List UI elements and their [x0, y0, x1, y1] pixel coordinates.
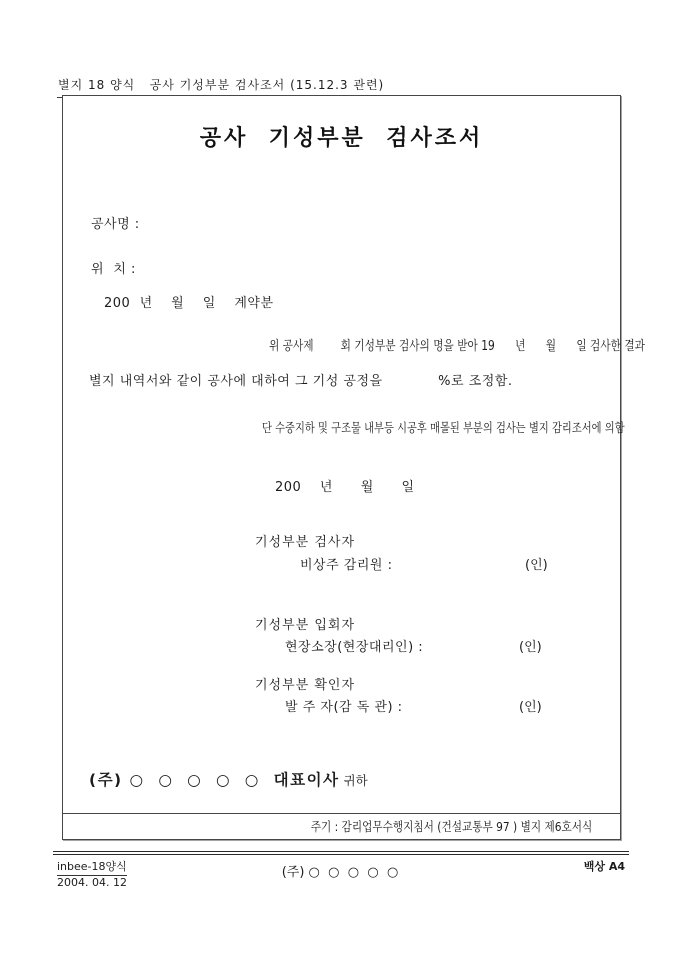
signature-role-witness: 기성부분 입회자 [255, 618, 356, 633]
seal-placeholder-witness: (인) [519, 640, 542, 655]
footnote-strip [63, 813, 620, 839]
line-buried-note-text: 단 수중지하 및 구조물 내부등 시공후 매몰된 부분의 검사는 별지 감리조서에 의함 [262, 420, 625, 435]
signature-signer-confirmer: 발 주 자(감 독 관) : [285, 700, 403, 715]
footer-form-id: inbee-18양식 [57, 858, 127, 876]
field-contract-date: 200 년 월 일 계약분 [104, 296, 274, 311]
addressee-honorific: 귀하 [343, 773, 368, 788]
line-inspection-result [269, 335, 680, 354]
line-progress-adjustment: 별지 내역서와 같이 공사에 대하여 그 기성 공정을 %로 조정함. [89, 374, 513, 389]
addressee-line [89, 768, 368, 790]
form-border-box [62, 95, 645, 840]
signature-role-inspector: 기성부분 검사자 [255, 535, 356, 550]
form-header-label: 별지 18 양식 공사 기성부분 검사조서 (15.12.3 관련) [57, 76, 439, 98]
field-location: 위 치 : [91, 262, 136, 277]
signature-signer-witness: 현장소장(현장대리인) : [285, 640, 424, 655]
seal-placeholder-confirmer: (인) [519, 700, 542, 715]
line-buried-note [262, 418, 680, 436]
footer-paper-size: 백상 A4 [583, 860, 625, 873]
addressee-company: (주) ○ ○ ○ ○ ○ 대표이사 [89, 771, 340, 789]
line-inspection-result-text: 위 공사제 회 기성부분 검사의 명을 받아 19 년 월 일 검사한 결과 [269, 339, 645, 354]
line-report-date: 200 년 월 일 [275, 480, 415, 495]
field-project-name: 공사명 : [91, 217, 140, 232]
signature-role-confirmer: 기성부분 확인자 [255, 678, 356, 693]
footer-company-stamp: (주) ○ ○ ○ ○ ○ [281, 865, 399, 880]
footer-revision-date: 2004. 04. 12 [57, 876, 127, 889]
form-title: 공사 기성부분 검사조서 [199, 125, 484, 150]
footnote-text: 주기 : 감리업무수행지침서 (건설교통부 97 ) 별지 제6호서식 [310, 819, 592, 834]
signature-signer-inspector: 비상주 감리원 : [300, 558, 393, 573]
footer-divider [53, 851, 629, 855]
seal-placeholder-inspector: (인) [525, 558, 548, 573]
